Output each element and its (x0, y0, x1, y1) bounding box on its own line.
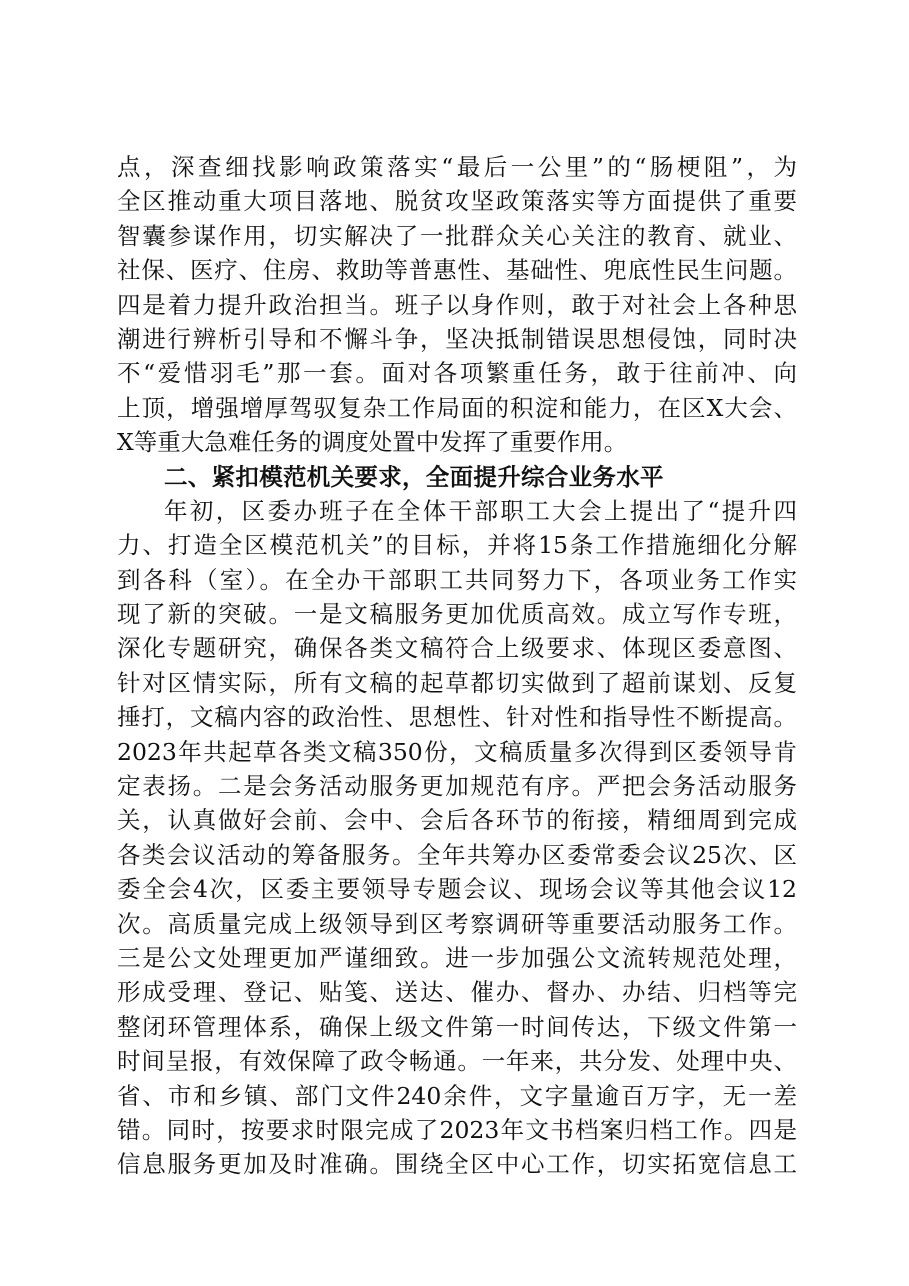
paragraph-line: X等重大急难任务的调度处置中发挥了重要作用。 (117, 428, 628, 457)
paragraph-line: 针对区情实际，所有文稿的起草都切实做到了超前谋划、反复 (117, 668, 797, 697)
paragraph-line: 深化专题研究，确保各类文稿符合上级要求、体现区委意图、 (117, 634, 797, 663)
body-text (117, 150, 797, 1182)
section-heading: 二、紧扣模范机关要求，全面提升综合业务水平 (164, 462, 664, 491)
paragraph-line: 省、市和乡镇、部门文件240余件，文字量逾百万字，无一差 (117, 1081, 797, 1110)
paragraph-line: 2023年共起草各类文稿350份，文稿质量多次得到区委领导肯 (117, 737, 797, 766)
paragraph-line: 错。同时，按要求时限完成了2023年文书档案归档工作。四是 (117, 1115, 797, 1144)
paragraph-line: 时间呈报，有效保障了政令畅通。一年来，共分发、处理中央、 (117, 1047, 797, 1076)
paragraph-line: 智囊参谋作用，切实解决了一批群众关心关注的教育、就业、 (117, 221, 797, 250)
paragraph-line: 力、打造全区模范机关”的目标，并将15条工作措施细化分解 (117, 531, 797, 560)
paragraph-line: 现了新的突破。一是文稿服务更加优质高效。成立写作专班， (117, 600, 797, 629)
paragraph-line: 全区推动重大项目落地、脱贫攻坚政策落实等方面提供了重要 (117, 187, 797, 216)
paragraph-line: 定表扬。二是会务活动服务更加规范有序。严把会务活动服务 (117, 772, 797, 801)
paragraph-line: 次。高质量完成上级领导到区考察调研等重要活动服务工作。 (117, 909, 797, 938)
paragraph-line: 年初，区委办班子在全体干部职工大会上提出了“提升四 (164, 496, 797, 525)
paragraph-line: 委全会4次，区委主要领导专题会议、现场会议等其他会议12 (117, 875, 797, 904)
paragraph-line: 社保、医疗、住房、救助等普惠性、基础性、兜底性民生问题。 (117, 256, 797, 285)
paragraph-line: 捶打，文稿内容的政治性、思想性、针对性和指导性不断提高。 (117, 703, 797, 732)
paragraph-line: 关，认真做好会前、会中、会后各环节的衔接，精细周到完成 (117, 806, 797, 835)
paragraph-line: 不“爱惜羽毛”那一套。面对各项繁重任务，敢于往前冲、向 (117, 359, 797, 388)
paragraph-line: 点，深查细找影响政策落实“最后一公里”的“肠梗阻”，为 (117, 153, 797, 181)
paragraph-line: 到各科（室）。在全办干部职工共同努力下，各项业务工作实 (117, 565, 797, 594)
paragraph-line: 三是公文处理更加严谨细致。进一步加强公文流转规范处理， (117, 943, 797, 972)
paragraph-line: 信息服务更加及时准确。围绕全区中心工作，切实拓宽信息工 (117, 1150, 797, 1179)
paragraph-line: 上顶，增强增厚驾驭复杂工作局面的积淀和能力，在区X大会、 (117, 393, 797, 422)
paragraph-line: 潮进行辨析引导和不懈斗争，坚决抵制错误思想侵蚀，同时决 (117, 324, 797, 353)
paragraph-line: 各类会议活动的筹备服务。全年共筹办区委常委会议25次、区 (117, 840, 797, 869)
paragraph-line: 四是着力提升政治担当。班子以身作则，敢于对社会上各种思 (117, 290, 797, 319)
paragraph-line: 整闭环管理体系，确保上级文件第一时间传达，下级文件第一 (117, 1012, 797, 1041)
paragraph-line: 形成受理、登记、贴笺、送达、催办、督办、办结、归档等完 (117, 978, 797, 1007)
